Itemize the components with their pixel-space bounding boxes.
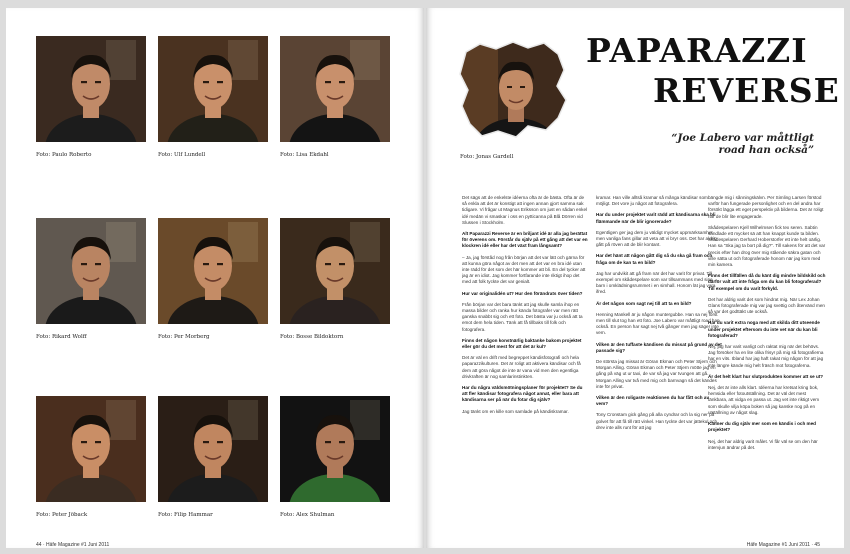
interview-question: Vilken är den tuffaste kändisen du missat på grund av det passade sig? — [596, 341, 722, 353]
interview-answer: Det har aldrig varit det som hindrat mig. När Lex Johan Glans fotograferade mig var jag svettig och återvänd men så var det godttäkt ute också. — [708, 296, 825, 315]
interview-question: Har du under projektet varit rädd att kändisarna ska bli flämmande när de blir ignorerade? — [596, 212, 716, 224]
pull-quote: “Joe Labero var måttligt road han också” — [671, 132, 814, 156]
interview-question: Är det någon som sagt nej till att ta en bild? — [596, 300, 692, 306]
interview-answer: bängde mig i sånningskälvn. Per Simling Larsen förstod varför han fungerade personlighet och en del andra har försökt lägga ett eget perspektiv på bilderna. Det är roligt när de blir lite engagerade. — [708, 195, 824, 219]
photo-caption: Foto: Per Morberg — [158, 334, 210, 340]
interview-answer: Henning Mankell är ju någon muntergubbe. Han sa nej först men till slut tog han ett foto. Joe Labero var måttligt road han också. En person har sagt nej två gånger men jag säger inte vem. — [596, 311, 720, 336]
photo-caption: Foto: Paulo Roberto — [36, 152, 92, 158]
portrait-photo — [158, 218, 268, 324]
interview-question: Finns det tillfällen då du känt dig mindre bildskild och därför valt att inte fråga om du kan bli fotograferad? Till exempel om du varit förkyld. — [708, 273, 826, 291]
portrait-photo — [280, 36, 390, 142]
portrait-photo — [280, 218, 390, 324]
article-column-1 — [462, 195, 588, 515]
photo-caption: Foto: Bosse Bildoktorn — [280, 334, 344, 340]
interview-question: Vilken är den roligaste reaktionen du har fått och av vem? — [596, 395, 710, 407]
interview-answer: Egentligen ger jag dem ju väldigt mycket uppmärksamhet men vanliga fans gillar att veta att vi bryr oss. Det har aldrig gått på röven att de blir kontant. — [596, 229, 717, 248]
interview-answer: Jag har undvikit att gå fram när det har varit för privat. Till exempel om skådespelare som var tillsammans med sina barn i omklädningsrummet i en simhall. Honom lät jag vara ifred. — [596, 270, 716, 295]
portrait-photo — [36, 36, 146, 142]
photo-caption: Foto: Alex Shulman — [280, 512, 335, 518]
interview-answer: Jag tänkt om en kille som samlade på kändiskramar. — [462, 408, 569, 414]
interview-question: Hur var originalidén ut? Hur den förändrats över tiden? — [462, 290, 583, 296]
interview-question: Har det hänt att någon gått dig så du ska gå fram och fråga om de kan ta en bild? — [596, 253, 713, 265]
portrait-photo — [36, 218, 146, 324]
title-line-1: PAPARAZZI — [586, 31, 808, 70]
portrait-photo — [158, 36, 268, 142]
interview-answer: Nej, det har aldrig varit målet. Vi får väl se om den här intervjun ändrar på det. — [708, 438, 818, 450]
article-column-3 — [708, 195, 826, 515]
interview-answer: – Ja, jag förståd nog från början att det var lätt och gärna för att kunna göra något av det men att det var en bra idé utan inte rädd för det som det här kommer att bli. En del tycker att jag är en idiot. Jag kommer fortfarande inte riktigt ihop det med att folk tyckte det var genialt. — [462, 254, 586, 285]
interview-answer: Nej, jag har varit vanligt och raktat mig när det behövs. Jag försöker ha en lite olika frisyr på mig så fotografierna har en vits. Ibland har jag haft rakat mig någon för att jag inte längre kände mig helt fräsch mot fotograferna. — [708, 344, 824, 368]
footer-left: 44 · Häfe Magazine #1 Juni 2011 — [36, 542, 110, 548]
interview-question: Känner du dig själv mer som en kändis i och med projektet? — [708, 421, 816, 433]
interview-answer: Tony Cronstam gick gång på alla cyndrar och la sig ner på golvet för att få till rätt vinkel. Han tyckte det var jättekul och drev inte alls runt för att jag — [596, 412, 718, 430]
photo-caption: Foto: Filip Hammar — [158, 512, 213, 518]
hero-caption: Foto: Jonas Gardell — [460, 154, 514, 160]
photo-caption: Foto: Rikard Wolff — [36, 334, 87, 340]
interview-answer: kramar. Han ville alltså kramar så många kändisar som möjligt. Det vore ju något att fotografera. — [596, 195, 708, 207]
portrait-photo — [280, 396, 390, 502]
interview-answer: De största jag missat är Göran Ekman och Peter Stjern och Morgan Alling. Göran Ekman och Peter Stjern mötte jag en gång på väg ut ur taxi, de var så jag var tvungen att gå. Morgan Alling var två med mig och barnvagn så det kändes inte för privat. — [596, 359, 717, 389]
interview-answer: Skådespelaren Kjell Wilhelmsen fick tex seren. Sabtin sändlade ett mycket sä att han knappt kunde ta bilden. Skådespelaren Gerhard Hoberstorfer ett inte helt oärlig. Han sa ”Ska jag ta bort på dig?”. Till sakens för att det var precis efter han drog över mig stående säkra gatan och ville sätta ut och fotograferade honom när jag kom med min kamera. — [708, 224, 826, 268]
interview-answer: Nej, det är inte alls klart. Idéerna har kretsat kring bok, hemsida eller fotoutställning. Det är väl det mest tänkbara, att vidga en passa ut. Jag vet inte riktigt vem som skulle vilja köpa boken så jag kanske nog på en utställning av något slag. — [708, 385, 820, 415]
interview-question: Finns det någon konstnärlig baktanke bakom projektet eller gör du det mest för att det är kul? — [462, 337, 582, 350]
hero-photo — [458, 40, 568, 140]
interview-answer: Från början var det bara tänkt att jag skulle samla ihop en massa bilder och ranka hur kända fotografer var men rätt ganska snabbt sig och ett foto. Det bästa var ju också att ta emot dem hela tiden. Tänk att få tillbaks till folk och fotografera. — [462, 301, 583, 332]
photo-caption: Foto: Ulf Lundell — [158, 152, 206, 158]
interview-question: Har du varit extra noga med att skilda ditt utseende under projektet eftersom du inte vet när du kan bli fotograferad? — [708, 320, 820, 338]
footer-right: Häfe Magazine #1 Juni 2011 · 45 — [746, 542, 820, 548]
portrait-photo — [158, 396, 268, 502]
photo-caption: Foto: Peter Jöback — [36, 512, 88, 518]
interview-question: Har du några väldsmötningsplaner för projektet? Se du att fler kändisar fotografera något annat, eller bara att kändisarna ser på när du fotar dig själv? — [462, 385, 583, 403]
title-line-2: REVERSE — [653, 71, 840, 110]
interview-question: Alt Paparazzi Reverse är en briljant idé är alla jag berättat för överens om. Förstår du själv på ett gång att det var en klockren idé eller har det växt fram långsamt? — [462, 231, 588, 249]
article-column-2 — [596, 195, 722, 515]
photo-caption: Foto: Lisa Ekdahl — [280, 152, 329, 158]
interview-answer: Det sägs att de enkelste idéerna ofta är de bästa. Ofta är de så enkla att det är konstigt att ingen annan gjort samma sak tidigare. Vi frågar ut Magnus Eriksson om just en sådan enkel idé medän vi smaskar i oss en pytticanna på Blå Dörren vid Slussen i Stockholm. — [462, 195, 588, 225]
interview-answer: Det är väl en drift med begreppet kändisfotografi och hela paparazzikulturen. Det är roligt att aktivera kändisar och få dem att göra något de inte är vana vid men den egentliga drivkraften är nog samlarinstinkten. — [462, 355, 581, 379]
interview-question: Är det helt klart hur slutprodukten kommer att se ut? — [708, 373, 824, 379]
portrait-photo — [36, 396, 146, 502]
